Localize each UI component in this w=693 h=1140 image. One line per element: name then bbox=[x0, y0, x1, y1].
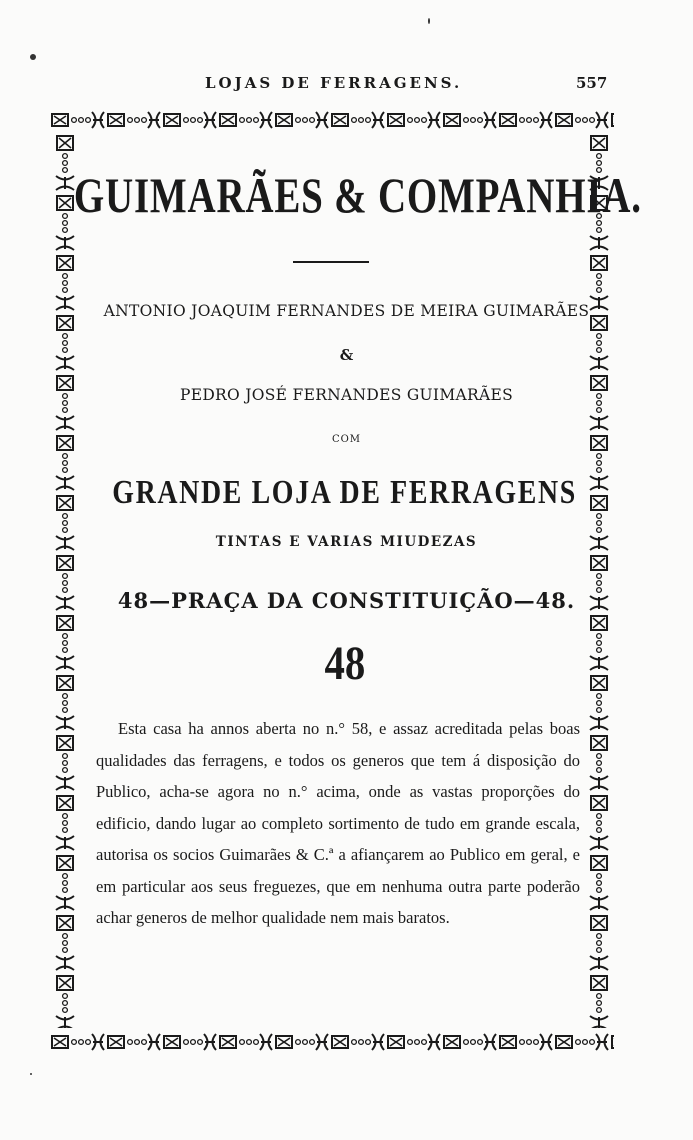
store-title: GRANDE LOJA DE FERRAGENS bbox=[112, 474, 577, 511]
running-title: LOJAS DE FERRAGENS. bbox=[205, 74, 463, 92]
body-paragraph: Esta casa ha annos aberta no n.° 58, e assaz acreditada pelas boas qualidades das ferragens, e todos os generos que tem á disposição do Publico, acha-se agora no n.° acima, onde as vastas proporções do edificio, dando lugar ao completo sortimento de tudo em grande escala, autorisa os socios Guimarães & C.ª a afiançarem ao Publico em geral, e em particular aos seus freguezes, que em nenhuma outra parte poderão achar generos de melhor qualidade nem mais baratos. bbox=[96, 719, 580, 927]
print-speck bbox=[428, 18, 430, 24]
firm-name: GUIMARÃES & COMPANHIA. bbox=[73, 167, 642, 223]
partner-name-2: PEDRO JOSÉ FERNANDES GUIMARÃES bbox=[179, 386, 514, 404]
address: 48—PRAÇA DA CONSTITUIÇÃO—48. bbox=[117, 588, 576, 613]
street-number: 48 bbox=[324, 637, 366, 690]
print-speck bbox=[30, 54, 36, 60]
divider-rule bbox=[293, 261, 369, 263]
partner-name-1: ANTONIO JOAQUIM FERNANDES DE MEIRA GUIMARÃES bbox=[103, 302, 590, 320]
with-label: COM bbox=[331, 434, 362, 445]
store-subtitle: TINTAS E VARIAS MIUDEZAS bbox=[215, 534, 478, 550]
page-number: 557 bbox=[576, 74, 608, 92]
print-speck bbox=[30, 1073, 32, 1075]
ampersand: & bbox=[339, 346, 354, 364]
